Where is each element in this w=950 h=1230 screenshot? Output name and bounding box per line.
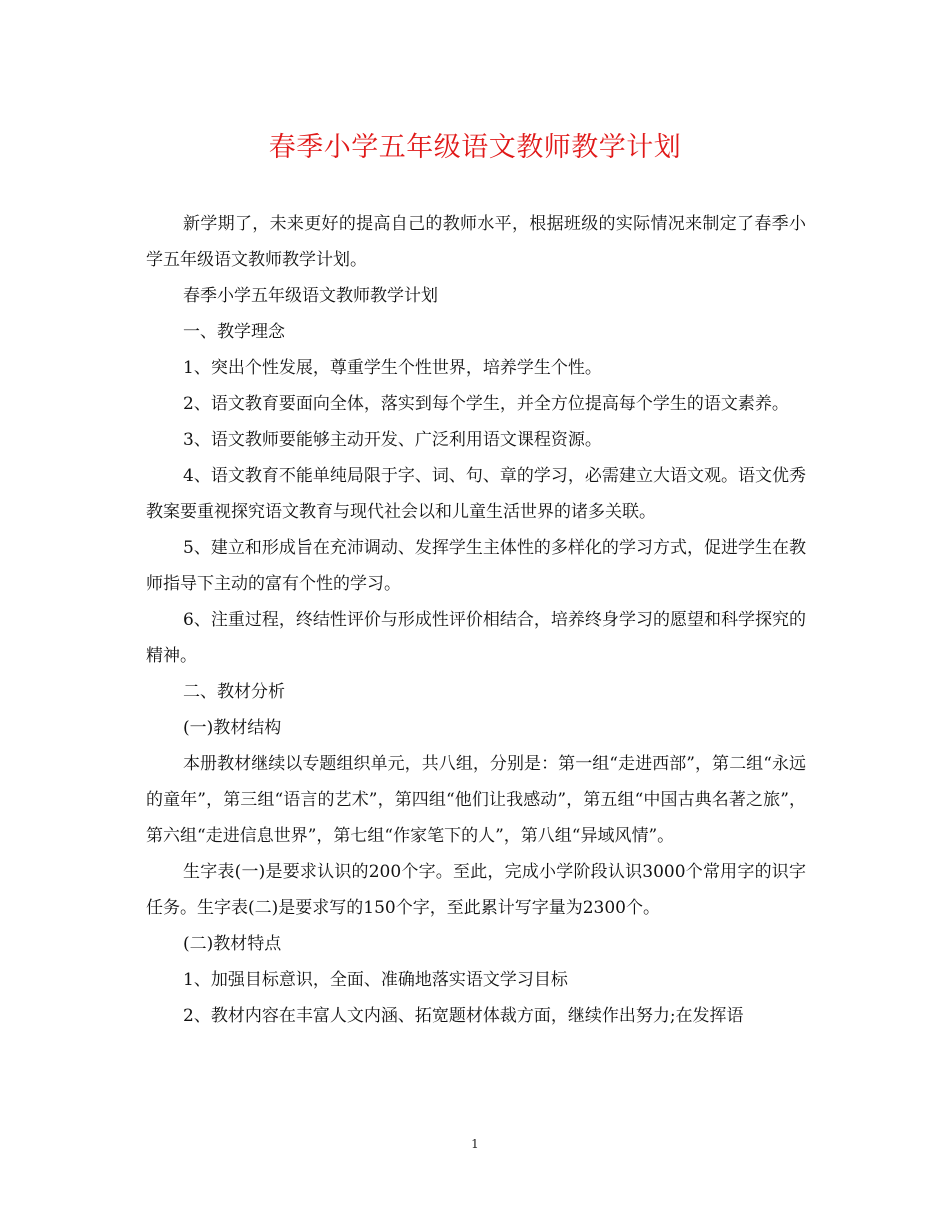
section-heading-material-analysis: 二、教材分析 (183, 682, 285, 702)
paragraph-character-tables: 生字表(一)是要求认识的200个字。至此，完成小学阶段认识3000个常用字的识字任务。生字表(二)是要求写的150个字，至此累计写字量为2300个。 (146, 862, 806, 918)
paragraph-item-2: 2、语文教育要面向全体，落实到每个学生，并全方位提高每个学生的语文素养。 (183, 394, 789, 414)
subsection-heading-material-structure: (一)教材结构 (183, 718, 282, 738)
document-body (146, 206, 806, 1034)
section-heading-teaching-philosophy: 一、教学理念 (183, 322, 285, 342)
paragraph-item-6: 6、注重过程，终结性评价与形成性评价相结合，培养终身学习的愿望和科学探究的精神。 (146, 610, 806, 666)
paragraph-plan-title: 春季小学五年级语文教师教学计划 (183, 286, 438, 306)
paragraph-intro: 新学期了，未来更好的提高自己的教师水平，根据班级的实际情况来制定了春季小学五年级语文教师教学计划。 (146, 214, 806, 270)
paragraph-material-structure: 本册教材继续以专题组织单元，共八组，分别是：第一组“走进西部”，第二组“永远的童年”，第三组“语言的艺术”，第四组“他们让我感动”，第五组“中国古典名著之旅”，第六组“走进信息世界”，第七组“作家笔下的人”，第八组“异域风情”。 (146, 754, 806, 846)
paragraph-feature-2: 2、教材内容在丰富人文内涵、拓宽题材体裁方面，继续作出努力;在发挥语 (183, 1006, 744, 1026)
paragraph-item-1: 1、突出个性发展，尊重学生个性世界，培养学生个性。 (183, 358, 602, 378)
subsection-heading-material-features: (二)教材特点 (183, 934, 282, 954)
paragraph-feature-1: 1、加强目标意识，全面、准确地落实语文学习目标 (183, 970, 568, 990)
paragraph-item-5: 5、建立和形成旨在充沛调动、发挥学生主体性的多样化的学习方式，促进学生在教师指导下主动的富有个性的学习。 (146, 538, 806, 594)
paragraph-item-4: 4、语文教育不能单纯局限于字、词、句、章的学习，必需建立大语文观。语文优秀教案要重视探究语文教育与现代社会以和儿童生活世界的诸多关联。 (146, 466, 806, 522)
paragraph-item-3: 3、语文教师要能够主动开发、广泛利用语文课程资源。 (183, 430, 602, 450)
document-title: 春季小学五年级语文教师教学计划 (268, 132, 682, 163)
page-number: 1 (471, 1137, 479, 1151)
